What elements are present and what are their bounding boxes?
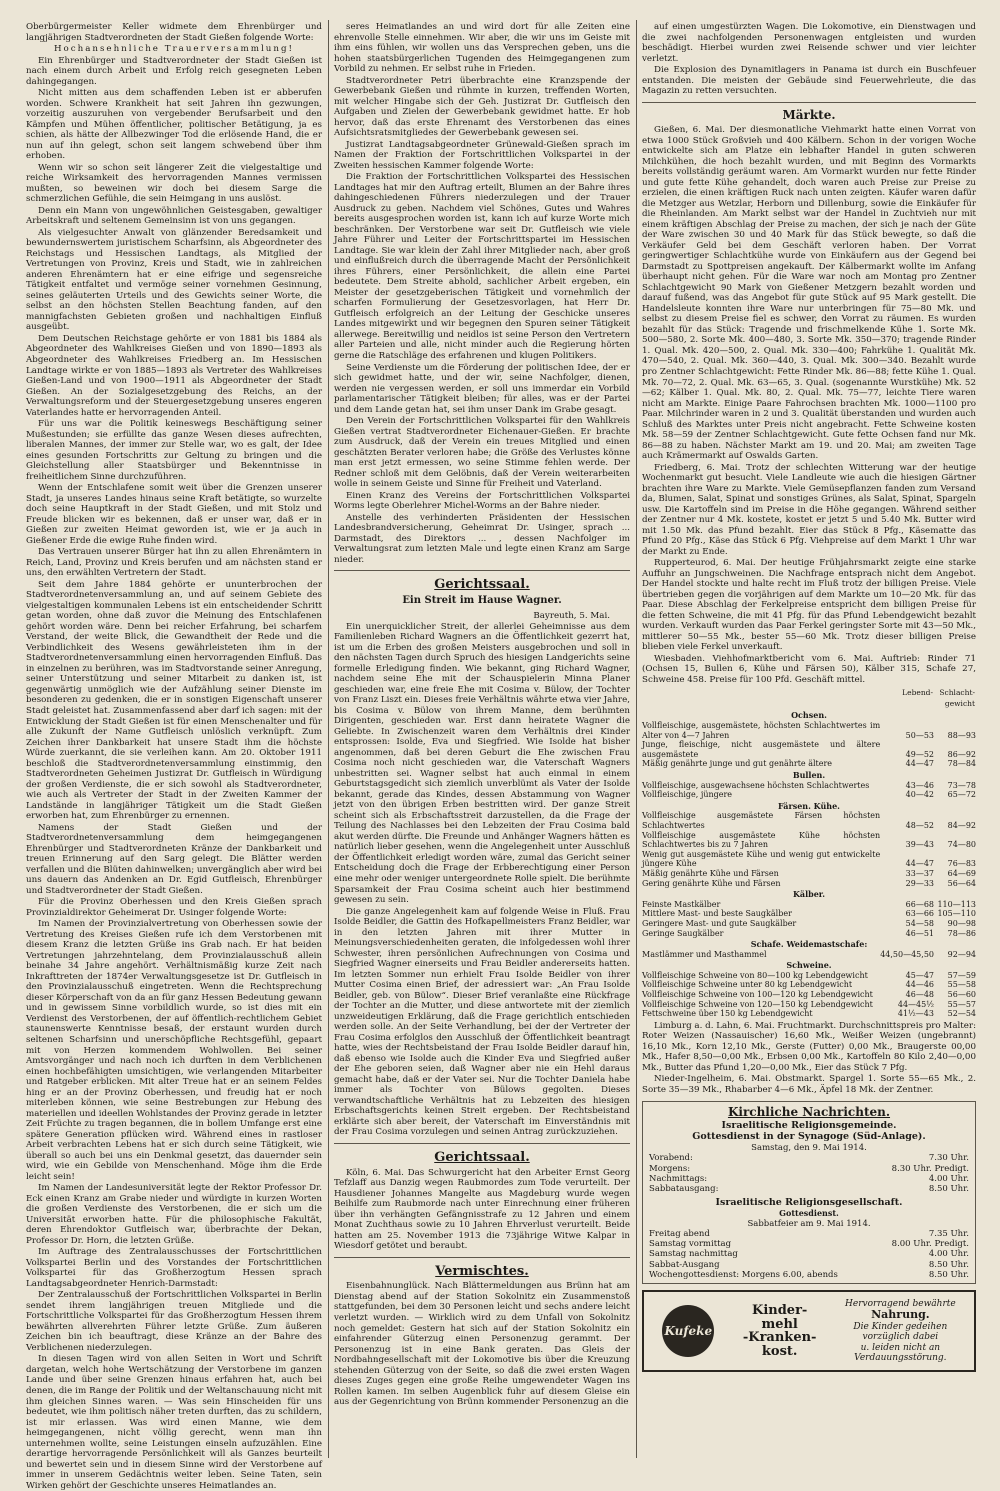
church-sub4: Gottesdienst. [779, 1207, 839, 1218]
church-notice [642, 1101, 976, 1284]
price-value: 78—84 [947, 759, 976, 769]
schedule-time: 4.00 Uhr. [928, 1173, 969, 1184]
price-label: Vollfleischige Schweine von 120—150 kg Lebendgewicht [642, 999, 873, 1009]
markets-after [642, 1021, 976, 1096]
price-value: 44,50—45,50 [880, 949, 934, 959]
ad-tag-line: Hervorragend bewährte [845, 1299, 956, 1310]
price-row [642, 790, 976, 800]
paragraph: Der Zentralausschuß der Fortschrittlichen Volkspartei in Berlin sendet ihrem langjährigen treuen Mitgliede und die Fortschrittliche Volkspartei für das Großherzogtum Hessen ihrem bewährten allverehrten Führer letzte Grüße. Zum äußeren Zeichen bin ich beauftragt, diese Kränze an der Bahre des Verblichenen niederzulegen. [26, 1290, 322, 1353]
price-row [642, 900, 976, 910]
paragraph: Ein Ehrenbürger und Stadtverordneter der Stadt Gießen ist nach einem durch Arbeit und Erfolg reich gesegneten Leben dahingegangen. [26, 55, 322, 87]
paragraph: Nieder-Ingelheim, 6. Mai. Obstmarkt. Spargel 1. Sorte 55—65 Mk., 2. Sorte 35—39 Mk., Rhabarber 4—6 Mk., Äpfel 18 Mk. der Zentner. [642, 1074, 976, 1095]
price-row [642, 850, 976, 869]
price-value: 66—68 [905, 899, 934, 909]
schedule-row [649, 1153, 969, 1163]
price-row [642, 879, 976, 889]
court-article-body [334, 622, 630, 1138]
paragraph: Justizrat Landtagsabgeordneter Grünewald-Gießen sprach im Namen der Fraktion der Fortschrittlichen Volkspartei in der Zweiten hessischen Kammer folgende Worte: [334, 139, 630, 171]
price-value: 45—47 [905, 970, 934, 980]
ad-tag-line: vorzüglich dabei [862, 1332, 939, 1343]
price-row [642, 721, 976, 740]
paragraph: Seine Verdienste um die Förderung der politischen Idee, der er sich gewidmet hatte, und der wir, seine Nachfolger, dienen, werden nie vergessen werden, er soll uns immerdar ein Vorbild parlamentarischer Tätigkeit bleiben; für alles, was er der Partei und dem Lande getan hat, sei ihm unser Dank im Grabe gesagt. [334, 362, 630, 415]
price-value: 92—94 [947, 949, 976, 959]
price-label: Vollfleischige Schweine unter 80 kg Lebendgewicht [642, 980, 853, 990]
paragraph: auf einen umgestürzten Wagen. Die Lokomotive, ein Dienstwagen und die zwei nachfolgenden Personenwagen entgleisten und wurden beschädigt. Hierbei wurden zwei Reisende schwer und vier leichter verletzt. [642, 22, 976, 64]
price-table [642, 687, 976, 1018]
paragraph: Das Vertrauen unserer Bürger hat ihn zu allen Ehrenämtern in Reich, Land, Provinz und Kreis berufen und am nächsten stand er uns, den erwählten Vertretern der Stadt. [26, 547, 322, 579]
price-label: Mäßig genährte Kühe und Färsen [642, 868, 779, 878]
price-category-label: Färsen. Kühe. [778, 800, 840, 811]
price-table-head [642, 687, 976, 698]
paragraph: Dem Deutschen Reichstage gehörte er von 1881 bis 1884 als Abgeordneter des Wahlkreises Gießen und von 1890—1893 als Abgeordneter des Wahlkreises Friedberg an. Im Hessischen Landtage wirkte er von 1885—1893 als Vertreter des Wahlkreises Gießen-Land und von 1900—1911 als Abgeordneter der Stadt Gießen. An der Sozialgesetzgebung des Reichs, an der Verwaltungsreform und der Steuergesetzgebung unseres engeren Vaterlandes hatte er hervorragenden Anteil. [26, 333, 322, 418]
price-value: 73—78 [947, 780, 976, 790]
price-category [642, 888, 976, 900]
paragraph: Die Fraktion der Fortschrittlichen Volkspartei des Hessischen Landtages hat mir den Auftrag erteilt, Blumen an der Bahre ihres dahingeschiedenen Führers niederzulegen und der Trauer Ausdruck zu geben. Nachdem viel Schönes, Gutes und Wahres bereits ausgesprochen worden ist, kann ich auf kurze Worte mich beschränken. Der Verstorbene war seit Dr. Gutfleisch wie viele Jahre Führer und Leiter der Fortschrittspartei im Hessischen Landtage. Sie war klein der Zahl ihrer Mitglieder nach, aber groß und einflußreich durch die überragende Macht der Persönlichkeit ihres Führers, einer Persönlichkeit, die allein eine Partei bedeutete. Dem Streite abhold, sachlicher Arbeit ergeben, ein Meister der gesetzgeberischen Tätigkeit und vornehmlich der scharfen Formulierung der Gesetzesvorlagen, hat Herr Dr. Gutfleisch erfolgreich an der Leitung der Geschicke unseres Landes mitgewirkt und wir begegnen den Spuren seiner Tätigkeit allerwege. Bereitwillig und neidlos ist seine Person den Vertretern aller Parteien und alle, nicht minder auch die Regierung hörten gerne die Ratschläge des erfahrenen und klugen Politikers. [334, 172, 630, 361]
price-label: Vollfleischige, jüngere [642, 790, 733, 800]
schedule-time: 8.00 Uhr. Predigt. [891, 1239, 969, 1250]
paragraph: Friedberg, 6. Mai. Trotz der schlechten Witterung war der heutige Wochenmarkt gut besucht. Viele Landleute wie auch die hiesigen Gärtner brachten ihre Ware zu Markte. Viele Gemüsepflanzen fanden zum Versand da, Blumen, Salat, Spinat und sonstiges Grünes, als Salat, Spinat, Spargeln usw. Die Kartoffeln sind im Preise in die Höhe gegangen. Während seither der Zentner nur 4 Mk. kostete, kostet er jetzt 5 und 5.40 Mk. Butter wird mit 1.50 Mk. das Pfund bezahlt. Eier das Stück 8 Pfg., Käsematte das Pfund 20 Pfg., Käse das Stück 6 Pfg. Viehpreise auf dem Markt 1 Uhr war der Markt zu Ende. [642, 462, 976, 557]
paragraph: Die ganze Angelegenheit kam auf folgende Weise in Fluß. Frau Isolde Beidler, die Gattin des Hofkapellmeisters Franz Beidler, war in den letzten Jahren mit ihrer Mutter in Meinungsverschiedenheiten geraten, die infolgedessen wohl ihrer Schwester, ihren persönlichen Aufrechnungen von Cosima und Siegfried Wagner einerseits und Frau Beidler andererseits hatten. Im letzten Sommer nun erhielt Frau Isolde Beidler von ihrer Mutter Cosima einen Brief, der adressiert war: „An Frau Isolde Beidler, geb. von Bülow“. Dieser Brief veranlaßte eine Rückfrage der Tochter an die Mutter, und diese antwortete mit der ziemlich unzweideutigen Erklärung, daß die Frage gerichtlich entschieden werden solle. An der Seite Verhandlung, bei der der Vertreter der Frau Cosima erfolglos den Ausschluß der Öffentlichkeit beantragt hatte, wies der Rechtsbeistand der Frau Isolde Beidler darauf hin, daß ebenso wie Isolde auch die Kinder Eva und Siegfried außer der Ehe geboren seien, daß Wagner aber nie ein Hehl daraus gemacht habe, daß er der Vater sei. Nur die Tochter Daniela habe immer als Tochter von Bülows gegolten. Dieses verwandtschaftliche Verhältnis hat zu Lebzeiten des hiesigen Erbschaftsgerichts keinen Streit ergeben. Der Rechtsbeistand erklärte sich aber bereit, der Vaterschaft im Einverständnis mit der Frau Cosima vorzulegen und seinen Antrag zurückzuziehen. [334, 906, 630, 1138]
price-value: 64—69 [947, 868, 976, 878]
price-label: Vollfleischige, ausgemästete, höchsten Schlachtwertes im Alter von 4—7 Jahren [642, 721, 881, 740]
price-value: 74—80 [947, 840, 976, 850]
price-value: 44—47 [905, 859, 934, 869]
price-value: 76—83 [947, 859, 976, 869]
price-value: 33—37 [905, 868, 934, 878]
price-row [642, 919, 976, 929]
ad-tag-line: Verdauungsstörung. [854, 1353, 947, 1364]
divider [334, 1143, 630, 1144]
church-sub1: Israelitische Religionsgemeinde. [721, 1119, 897, 1131]
paragraph: Seit dem Jahre 1884 gehörte er ununterbrochen der Stadtverordnetenversammlung an, und auf seinem Gebiete des vielgestaltigen kommunalen Lebens ist ein entscheidender Schritt getan worden, ohne daß zuvor die Meinung des Entschlafenen gehört worden wäre. Denn bei reicher Erfahrung, bei scharfem Verstand, der weite Blick, die Gewandtheit der Rede und die Verbindlichkeit des Wesens gewährleisteten ihm in der Stadtverordnetenversammlung einen hervorragenden Einfluß. Das in einzelnen zu berühren, was im Stadtvorstande seiner Anregung, seiner Unterstützung und seiner Mitarbeit zu danken ist, ist gegenwärtig unmöglich wie der Aufzählung seiner Dienste im besonderen zu gedenken, die er in sonstigen Eigenschaft unserer Stadt geleistet hat. Zusammenfassend aber darf ich sagen: mit der Entwicklung der Stadt Gießen ist für einen Menschenalter und für alle Zukunft der Name Gutfleisch unlöslich verknüpft. Zum Zeichen ihrer Dankbarkeit hat unsere Stadt ihm die höchste Würde zuerkannt, die sie verleihen kann. Am 20. Oktober 1911 beschloß die Stadtverordnetenversammlung einstimmig, den Stadtverordneten Geheimen Justizrat Dr. Gutfleisch in Würdigung der großen Verdienste, die er sich sowohl als Stadtverordneter, wie auch als Vertreter der Stadt in der Zweiten Kammer der Landstände in langjähriger Tätigkeit um die Stadt Gießen erworben hat, zum Ehrenbürger zu ernennen. [26, 579, 322, 822]
price-label: Mastlämmer und Masthammel [642, 949, 767, 959]
price-value: 57—59 [947, 970, 976, 980]
schedule-row [649, 1249, 969, 1259]
column-1 [26, 22, 322, 1491]
price-label: Geringe Saugkälber [642, 928, 724, 938]
price-value: 43—46 [905, 780, 934, 790]
paragraph: Eisenbahnunglück. Nach Blättermeldungen aus Brünn hat am Dienstag abend auf der Station Sokolnitz ein Zusammenstoß stattgefunden, bei dem 30 Personen leicht und sechs andere leicht verletzt wurden. — Wirklich wird zu dem Unfall von Sokolnitz noch gemeldet: Gestern hat sich auf der Station Sokolnitz ein einfahrender Güterzug einen Personenzug gerammt. Der Personenzug ist in eine Bank geraten. Das Gleis der Nordbahngesellschaft mit der Lokomotive bis über die Kreuzung stehenden Güterzug von der Seite, so daß die zwei ersten Wagen dieses Zuges gegen eine große Reihe umgewendeter Wagen ins Rollen kamen. Im selben Augenblick fuhr auf diesem Gleise ein aus der Gegenrichtung von Brünn kommender Personenzug an die [334, 1281, 630, 1408]
paragraph: Stadtverordneter Petri überbrachte eine Kranzspende der Gewerbebank Gießen und rühmte in kurzen, treffenden Worten, mit welcher Hingabe sich der Geh. Justizrat Dr. Gutfleisch den Aufgaben und Zielen der Gewerbebank gewidmet hatte. Er hob hervor, daß das erste Ehrenamt des Verstorbenen das eines Aufsichtsratsmitgliedes der Gewerbebank gewesen sei. [334, 75, 630, 139]
price-row [642, 1000, 976, 1010]
price-value: 56—60 [947, 990, 976, 1000]
church-schedule-2 [649, 1229, 969, 1280]
price-row [642, 929, 976, 939]
schedule-time: 4.00 Uhr. [928, 1249, 969, 1260]
paragraph: Anstelle des verhinderten Präsidenten der Hessischen Landesbrandversicherung, Geheimrat Dr. Usinger, sprach ... Darmstadt, des Direktors ... , dessen Nachfolger im Verwaltungsrat zum letzten Male und legte einen Kranz am Sarge nieder. [334, 512, 630, 565]
price-row [642, 781, 976, 791]
price-row [642, 980, 976, 990]
church-schedule-1 [649, 1153, 969, 1194]
price-row [642, 831, 976, 850]
advertisement [642, 1290, 976, 1372]
schedule-time: 8.50 Uhr. [928, 1269, 969, 1280]
paragraph: In diesen Tagen wird von allen Seiten in Wort und Schrift dargetan, welch hohe Wertschätzung der Verstorbene im ganzen Lande und über seine Grenzen hinaus erfahren hat, auch bei denen, die im Range der Politik und der Weltanschauung nicht mit ihm gleichen Sinnes waren. — Was sein Hinscheiden für uns bedeutet, wie ihm politisch näher treten durften, das zu schildern, ist mir erlassen. Was wird einen Manne, wie dem heimgegangenen, nicht völlig gerecht, wenn man ihn unternehmen wollte, seine Leistungen einseln aufzuzählen. Eine derartige hervorragende Persönlichkeit will als Ganzes beurteilt und bewertet sein und in diesem Sinne wird der Verstorbene auf immer in unserem Gedächtnis weiter leben. Seine Taten, sein Wirken gehört der Geschichte unseres Heimatlandes an. [26, 1354, 322, 1491]
price-value: 44—47 [905, 759, 934, 769]
schedule-label: Morgens: [649, 1163, 691, 1174]
schedule-label: Nachmittags: [649, 1173, 708, 1184]
schedule-label: Samstag vormittag [649, 1239, 732, 1250]
price-value: 84—92 [947, 820, 976, 830]
church-sub2: Gottesdienst in der Synagoge (Süd-Anlage). [692, 1131, 926, 1143]
ad-tag-line: u. leiden nicht an [860, 1342, 941, 1353]
price-category [642, 709, 976, 721]
price-category-label: Ochsen. [791, 710, 827, 721]
price-value: 54—58 [905, 918, 934, 928]
markets-body [642, 125, 976, 685]
column-rule [636, 20, 637, 1458]
price-category-label: Kälber. [792, 889, 826, 900]
price-value: 46—48 [905, 990, 934, 1000]
schedule-label: Wochengottesdienst: Morgens 6.00, abends [649, 1269, 838, 1280]
dateline: Bayreuth, 5. Mai. [533, 611, 610, 622]
article-title: Ein Streit im Hause Wagner. [402, 595, 562, 607]
price-value: 90—98 [947, 918, 976, 928]
schedule-row [649, 1164, 969, 1174]
price-value: 78—86 [947, 928, 976, 938]
price-value: 46—51 [905, 928, 934, 938]
price-value: 41½—43 [897, 1009, 934, 1019]
price-value: 29—33 [905, 878, 934, 888]
brand-logo: Kufeke [662, 1305, 714, 1357]
column-3 [642, 22, 976, 1456]
schedule-label: Samstag nachmittag [649, 1249, 738, 1260]
price-category [642, 959, 976, 971]
price-value: 56—64 [947, 878, 976, 888]
paragraph: Die Explosion des Dynamitlagers in Panama ist durch ein Buschfeuer entstanden. Die meisten der Gebäude sind Feuerwehrleute, die das Magazin zu retten versuchten. [642, 65, 976, 97]
price-row [642, 950, 976, 960]
price-label: Vollfleischige Schweine von 80—100 kg Lebendgewicht [642, 970, 868, 980]
price-label: Junge, fleischige, nicht ausgemästete und ältere ausgemästete [642, 740, 881, 759]
price-value: 55—57 [947, 999, 976, 1009]
price-value: 44—46 [905, 980, 934, 990]
paragraph: Für uns war die Politik keineswegs Beschäftigung seiner Mußestunden; sie erfüllte das ganze Wesen dieses aufrechten, liberalen Mannes, der immer zur Stelle war, wo es galt, der Idee eines gesunden Fortschritts zur Geltung zu bringen und die Gleichstellung aller Staatsbürger und Bekenntnisse in freiheitlichem Sinne durchzuführen. [26, 419, 322, 482]
ad-product-name [743, 1304, 817, 1359]
section-heading-markets: Märkte. [782, 107, 836, 122]
price-label: Wenig gut ausgemästete Kühe und wenig gut entwickelte jüngere Kühe [642, 849, 881, 869]
schedule-row [649, 1174, 969, 1184]
section-heading-misc: Vermischtes. [435, 1263, 529, 1279]
price-label: Gering genährte Kühe und Färsen [642, 878, 781, 888]
church-title: Kirchliche Nachrichten. [727, 1105, 891, 1120]
price-category [642, 938, 976, 950]
col-head-live: Lebend- [902, 688, 933, 698]
price-value: 86—92 [947, 749, 976, 759]
price-value: 55—58 [947, 980, 976, 990]
price-row [642, 1009, 976, 1019]
price-category [642, 800, 976, 812]
schedule-time: 8.30 Uhr. Predigt. [891, 1163, 969, 1174]
price-label: Vollfleischige Schweine von 100—120 kg Lebendgewicht [642, 990, 873, 1000]
church-date1: Samstag, den 9. Mai 1914. [751, 1142, 867, 1153]
ad-tag-line: Nahrung. [871, 1308, 930, 1322]
col-head-slaughter: Schlacht- [939, 688, 975, 698]
paragraph: Rupperteurod, 6. Mai. Der heutige Frühjahrsmarkt zeigte eine starke Auffuhr an Jungschweinen. Die Nachfrage entsprach nicht dem Angebot. Der Handel stockte und halte recht im Fluß trotz der billigen Preise. Viele übertrieben gegen die vorjährigen auf dem Markte um 10—20 Mk. für das Paar. Diese Abschlag der Ferkelpreise entspricht dem billigen Preise für die fetten Schweine, die mit 41 Pfg. für das Pfund Lebendgewicht bezahlt wurden. Verkauft wurden das Paar Ferkel geringster Sorte mit 43—50 Mk., mittlerer 50—55 Mk., bester 55—60 Mk. Trotz dieser billigen Preise blieben viele Ferkel unverkauft. [642, 558, 976, 653]
paragraph: Limburg a. d. Lahn, 6. Mai. Fruchtmarkt. Durchschnittspreis pro Malter: Roter Weizen (Nassauischer) 16,60 Mk., Weißer Weizen (ungebrannt) 16,10 Mk., Korn 12,10 Mk., Gerste (Futter) 0,00 Mk., Braugerste 00,00 Mk., Hafer 8,50—0,00 Mk., Erbsen 0,00 Mk., Kartoffeln 80 Kilo 2,40—0,00 Mk., Butter das Pfund 1,20—0,00 Mk., Eier das Stück 7 Pfg. [642, 1020, 976, 1073]
schedule-row [649, 1260, 969, 1270]
price-label: Vollfleischige, ausgewachsene höchsten Schlachtwertes [642, 780, 870, 790]
col3-top [642, 22, 976, 97]
price-label: Feinste Mastkälber [642, 899, 721, 909]
price-category [642, 769, 976, 781]
paragraph: Als vielgesuchter Anwalt von glänzender Beredsamkeit und bewundernswertem juristischem Scharfsinn, als Abgeordneter des Reichstags und Hessischen Landtags, als Mitglied der Vertretungen von Provinz, Kreis und Stadt, wie in zahlreichen anderen Ehrenämtern hat er eine eifrige und segensreiche Tätigkeit entfaltet und vermöge seiner vornehmen Gesinnung, seines geläuterten Urteils und des Gewichts seiner Worte, die selbst an den höchsten Stellen Beachtung fanden, auf den mannigfachsten Gebieten großen und nachhaltigen Einfluß ausgeübt. [26, 227, 322, 333]
price-value: 88—93 [947, 730, 976, 740]
paragraph: Im Namen der Landesuniversität legte der Rektor Professor Dr. Eck einen Kranz am Grabe nieder und würdigte in kurzen Worten die großen Verdienste des Verstorbenen, die er sich um die Universität erworben hatte. Für die philosophische Fakultät, deren Ehrendoktor Gutfleisch war, überbrachte der Dekan, Professor Dr. Horn, die letzten Grüße. [26, 1183, 322, 1246]
schedule-label: Sabbatausgang: [649, 1184, 719, 1195]
ad-name-line: mehl [761, 1316, 798, 1332]
schedule-time: 8.50 Uhr. [928, 1259, 969, 1270]
price-row [642, 990, 976, 1000]
price-value: 50—53 [905, 730, 934, 740]
paragraph: Namens der Stadt Gießen und der Stadtverordnetenversammlung dem heimgegangenen Ehrenbürger und Stadtverordneten Kränze der Dankbarkeit und treuen Erinnerung auf den Sarg gelegt. Die Blätter werden verfallen und die Blüten dahinwelken; unvergänglich aber wird bei uns dauern das Andenken an Dr. Egid Gutfleisch, Ehrenbürger und Stadtverordneter der Stadt Gießen. [26, 822, 322, 896]
paragraph: Für die Provinz Oberhessen und den Kreis Gießen sprach Provinzialdirektor Geheimerat Dr. Usinger folgende Worte: [26, 897, 322, 918]
section-heading-court: Gerichtssaal. [434, 577, 530, 593]
price-label: Mittlere Mast- und beste Saugkälber [642, 909, 792, 919]
price-table-body [642, 709, 976, 1018]
church-date2: Sabbatfeier am 9. Mai 1914. [747, 1218, 871, 1229]
schedule-row [649, 1270, 969, 1280]
ad-name-line: -Kranken- [742, 1330, 817, 1346]
price-row [642, 759, 976, 769]
price-value: 40—42 [905, 790, 934, 800]
price-row [642, 869, 976, 879]
col2-body [334, 22, 630, 565]
schedule-row [649, 1184, 969, 1194]
ad-name-line: Kinder- [752, 1302, 808, 1318]
column-2 [334, 22, 630, 1456]
misc-body [334, 1281, 630, 1407]
price-value: 44—45½ [897, 999, 934, 1009]
col1-body [26, 56, 322, 1491]
divider [334, 1257, 630, 1258]
price-value: 39—43 [905, 840, 934, 850]
divider [334, 570, 630, 571]
paragraph: Wenn der Entschlafene somit weit über die Grenzen unserer Stadt, ja unseres Landes hinaus seine Kraft betätigte, so wurzelte doch seine Hauptkraft in der Stadt Gießen, und mit Stolz und Freude blicken wir es bekennen, daß er unser war, daß er in Gießen zur zweiten Heimat geworden ist, wie er ja auch in Gießener Erde die ewige Ruhe finden wird. [26, 483, 322, 546]
price-value: 65—72 [947, 790, 976, 800]
price-label: Fettschweine über 150 kg Lebendgewicht [642, 1009, 813, 1019]
paragraph: Nicht mitten aus dem schaffenden Leben ist er abberufen worden. Schwere Krankheit hat seit Jahren ihn gezwungen, vorzeitig auszuruhen von vergebender Berufsarbeit und den Kämpfen und Mühen öffentlicher, politischer Betätigung, ja es schien, als hätte der Allbezwinger Tod die erlösende Hand, die er nun auf ihn gelegt, schon seit langem schwebend über ihm erhoben. [26, 88, 322, 162]
price-row [642, 971, 976, 981]
price-row [642, 740, 976, 759]
schedule-time: 7.35 Uhr. [928, 1228, 969, 1239]
paragraph: Den Verein der Fortschrittlichen Volkspartei für den Wahlkreis Gießen vertrat Stadtverordneter Eichenauer-Gießen. Er brachte zum Ausdruck, daß der Verein ein treues Mitglied und einen geschätzten Berater verloren habe; die Größe des Verlustes könne man erst jetzt ermessen, wo seine Stimme fehlen werde. Der Redner schloß mit dem Gelöbnis, daß der Verein weiterarbeiten wolle in seinem Geiste und Sinne für Freiheit und Vaterland. [334, 416, 630, 490]
schedule-label: Freitag abend [649, 1228, 710, 1239]
schedule-row [649, 1239, 969, 1249]
price-row [642, 909, 976, 919]
paragraph: seres Heimatlandes an und wird dort für alle Zeiten eine ehrenvolle Stelle einnehmen. Wir aber, die wir uns im Geiste mit ihm eins fühlen, wir wollen uns das Versprechen geben, uns die hohen staatsbürgerlichen Tugenden des Heimgegangenen zum Vorbild zu nehmen. Er selbst ruhe in Frieden. [334, 22, 630, 75]
price-value: 105—110 [937, 909, 976, 919]
paragraph: Denn ein Mann von ungewöhnlichen Geistesgaben, gewaltiger Arbeitskraft und seltenem Gemeinsinn ist von uns gegangen. [26, 205, 322, 227]
paragraph: Wiesbaden. Viehhofmarktbericht vom 6. Mai. Auftrieb: Rinder 71 (Ochsen 15, Bullen 6, Kühe und Färsen 50), Kälber 315, Schafe 27, Schweine 458. Preise für 100 Pfd. Geschäft mittel. [642, 653, 976, 685]
speech-subhead: Hochansehnliche Trauerversammlung! [53, 44, 295, 55]
church-sub3: Israelitische Religionsgesellschaft. [715, 1197, 903, 1209]
price-label: Mäßig genährte junge und gut genährte ältere [642, 759, 833, 769]
schedule-label: Vorabend: [649, 1153, 693, 1164]
ad-name-line: kost. [761, 1343, 798, 1359]
price-category-label: Bullen. [792, 770, 826, 781]
price-value: 52—54 [947, 1009, 976, 1019]
price-value: 63—66 [905, 909, 934, 919]
schedule-time: 8.50 Uhr. [928, 1184, 969, 1195]
paragraph: Gießen, 6. Mai. Der diesmonatliche Viehmarkt hatte einen Vorrat von etwa 1000 Stück Großvieh und 400 Kälbern. Schon in der vorigen Woche entwickelte sich am Platze ein lebhafter Handel in guten schweren Milchkühen, die hoch bezahlt wurden, und mit Beginn des Vormarkts bereits vollständig geräumt waren. Am Vormarkt wurden nur fette Rinder und gute fette Kühe gehandelt, doch waren auch Preise zur Preise zu erzielen, die einen kräftigen Ruck nach unten zeigten. Käufer waren dafür die Metzger aus Wetzlar, Herborn und Dillenburg, sowie die Einkäufer für die Rheinlanden. Am Markt selbst war der Handel in Zuchtvieh nur mit einem kräftigen Abschlag der Preise zu machen, der sich je nach der Güte der Ware zwischen 30 und 40 Mark für das Stück bewegte, so daß die Verkäufer Geld bei dem Geschäft verloren haben. Der Vorrat geringwertiger Schlachtkühe wurde von Einkäufern aus der Gegend bei Darmstadt zu Spottpreisen angekauft. Der Kälbermarkt wollte im Anfang überhaupt nicht gehen. Für die Ware war noch am Montag pro Zentner Schlachtgewicht 90 Mark von Gießener Metzgern bezahlt worden und darauf fußend, was das Angebot für gute Stück auf 95 Mark gestellt. Die Handelsleute konnten ihre Ware nur unterbringen für 75—80 Mk. und selbst zu diesem Preise fiel es schwer, den Vorrat zu räumen. Es wurden bezahlt für das Stück: Tragende und frischmelkende Kühe 1. Sorte Mk. 500—580, 2. Sorte Mk. 400—480, 3. Sorte Mk. 350—370; tragende Rinder 1. Qual. Mk. 420—500, 2. Qual. Mk. 330—400; Fahrkühe 1. Qualität Mk. 470—540, 2. Qual. Mk. 360—440, 3. Qual. Mk. 300—340. Bezahlt wurde pro Zentner Schlachtgewicht: Fette Rinder Mk. 86—88; fette Kühe 1. Qual. Mk. 70—72, 2. Qual. Mk. 63—65, 3. Qual. (sogenannte Wurstkühe) Mk. 52—62; Kälber 1. Qual. Mk. 80, 2. Qual. Mk. 75—77, leichte Tiere waren nicht am Markte. Einige Paare Fahrochsen brachten Mk. 1000—1100 pro Paar. Milchrinder waren in 2 und 3. Qualität überstanden und wurden auch Schluß des Marktes unter Preis nicht angebracht. Fette Schweine kosten Mk. 58—59 der Zentner Schlachtgewicht. Gute fette Ochsen fand nur Mk. 86—88 zu haben. Nächster Markt am 19. und 20. Mai; am zweiten Tage auch Krämermarkt auf Oswalds Garten. [642, 125, 976, 462]
ad-tag-line: Die Kinder gedeihen [853, 1322, 948, 1332]
price-value: 110—113 [937, 899, 976, 909]
paragraph: Ein unerquicklicher Streit, der allerlei Geheimnisse aus dem Familienleben Richard Wagners an die Öffentlichkeit gezerrt hat, ist um die Erben des großen Meisters ausgebrochen und soll in den nächsten Tagen durch Spruch des hiesigen Landgerichts seine formelle Erledigung finden. Wie bekannt, ging Richard Wagner, nachdem seine Ehe mit der Schauspielerin Minna Planer geschieden war, eine freie Ehe mit Cosima v. Bülow, der Tochter von Franz Liszt ein. Dieses freie Verhältnis währte etwa vier Jahre, bis Cosima v. Bülow von ihrem Manne, dem berühmten Dirigenten, geschieden war. Erst dann heiratete Wagner die Geliebte. In Zwischenzeit waren dem Verhältnis drei Kinder entsprossen: Isolde, Eva und Siegfried. Wie Isolde hat bisher angenommen, daß bei deren Geburt die Ehe zwischen Frau Cosima noch nicht geschieden war, die Vaterschaft Wagners unbestritten sei. Wagner selbst hat auch einmal in einem Geburtstagsgedicht sich ziemlich unverblümt als Vater der Isolde bekannt, gerade das Kindes, dessen Abstammung von Wagner jetzt von den übrigen Erben bestritten wird. Der ganze Streit scheint sich als Erbschaftsstreit darzustellen, da die Frage der Teilung des Nachlasses bei den Lebzeiten der Frau Cosima bald akut werden dürfte. Die Freunde und Anhänger Wagners hätten es natürlich lieber gesehen, wenn die Angelegenheit unter Ausschluß der Öffentlichkeit erledigt worden wäre, zumal das Gericht seiner Entscheidung doch die Frage der Erbberechtigung einer Person eine mehr oder weniger untergeordnete Rolle spielt. Die berühmte Sparsamkeit der Frau Cosima scheint auch hier bestimmend gewesen zu sein. [334, 621, 630, 906]
price-label: Geringere Mast- und gute Saugkälber [642, 918, 797, 928]
paragraph: Im Auftrage des Zentralausschusses der Fortschrittlichen Volkspartei Berlin und des Vorstandes der Fortschrittlichen Volkspartei für das Großherzogtum Hessen sprach Landtagsabgeordneter Henrich-Darmstadt: [26, 1247, 322, 1289]
price-category-label: Schafe. Weidemastschafe: [750, 939, 868, 950]
paragraph: Wenn wir so schon seit längerer Zeit die vielgestaltige und reiche Wirksamkeit des hervorragenden Mannes vermissen mußten, so beweinen wir doch bei diesem Sarge die schmerzlichen Gefühle, die sein Heimgang in uns auslöst. [26, 162, 322, 205]
price-value: 49—52 [905, 749, 934, 759]
paragraph: Einen Kranz des Vereins der Fortschrittlichen Volkspartei Worms legte Oberlehrer Michel-Worms an der Bahre nieder. [334, 490, 630, 512]
price-label: Vollfleischige ausgemästete Färsen höchsten Schlachtwertes [642, 811, 881, 830]
column-rule [328, 20, 329, 1458]
section-heading-court-2: Gerichtssaal. [434, 1149, 530, 1165]
price-category-label: Schweine. [786, 960, 832, 971]
schedule-row [649, 1229, 969, 1239]
schedule-time: 7.30 Uhr. [928, 1153, 969, 1164]
price-row [642, 811, 976, 830]
court-article-2-body [334, 1168, 630, 1252]
paragraph: Köln, 6. Mai. Das Schwurgericht hat den Arbeiter Ernst Georg Tefzlaff aus Danzig wegen Raubmordes zum Tode verurteilt. Der Hausdiener Johannes Mangelte aus Magdeburg wurde wegen Beihilfe zum Raubmorde nach unter Einrechnung einer früheren über ihn verhängten Gefängnisstrafe zu 12 Jahren und einem Monat Zuchthaus sowie zu 10 Jahren Ehrverlust verurteilt. Beide hatten am 25. November 1913 die 73jährige Witwe Kalpar in Wiesdorf getötet und beraubt. [334, 1167, 630, 1252]
lead-paragraph: Oberbürgermeister Keller widmete dem Ehrenbürger und langjährigen Stadtverordneten der Stadt Gießen folgende Worte: [26, 22, 322, 43]
ad-tagline [845, 1299, 956, 1363]
schedule-label: Sabbat-Ausgang [649, 1259, 720, 1270]
divider [642, 102, 976, 103]
price-label: Vollfleischige ausgemästete Kühe höchsten Schlachtwertes bis zu 7 Jahren [642, 830, 881, 850]
col-head-weight: gewicht [944, 699, 975, 709]
paragraph: Im Namen der Provinzialvertretung von Oberhessen sowie der Vertretung des Kreises Gießen rufe ich dem Verstorbenen mit diesem Kranz die letzten Grüße ins Grab nach. Er hat beiden Vertretungen jahrzehntelang, dem Provinzialausschuß allein beinahe 34 Jahre angehört. Verhältnismäßig kurze Zeit nach Inkrafttreten der 1874er Verwaltungsgesetze ist Dr. Gutfleisch in den Provinzialausschuß eingetreten. Wenn die Rechtsprechung dieser Körperschaft von da an für ganz Hessen Bedeutung gewann und in gewissem Sinne vorbildlich wurde, so ist dies mit ein Verdienst des Verstorbenen, der auf öffentlich-rechtlichem Gebiet staunenswerte Kenntnisse besaß, der erstaunt wurden durch seltenen Scharfsinn und unerschöpfliche Rechtsgefühl, gepaart mit von Herzen kommendem Wohlwollen. Bei seiner Amtsvorgänger und nach noch ich durften in dem Verblichenen einen hochbefähigten umsichtigen, wie verlangenden Mitarbeiter und Ratgeber erblicken. Mit alter Treue hat er an seinem Feldes hing er an der Provinz Oberhessen, und freudig hat er noch miterleben können, wie seine Bestrebungen zur Hebung des materiellen und ideellen Wohlstandes der Provinz gerade in letzter Zeit Früchte zu tragen begannen, die in bollem Umfange erst eine spätere Generation pflücken wird. Während eines in rastloser Arbeit verbrachten Lebens hat er sich durch seine Tätigkeit, wie überall so auch bei uns ein Denkmal gesetzt, das dauernder sein wird, wie ein Gebilde von Menschenhand. Möge ihm die Erde leicht sein! [26, 919, 322, 1182]
price-value: 48—52 [905, 820, 934, 830]
